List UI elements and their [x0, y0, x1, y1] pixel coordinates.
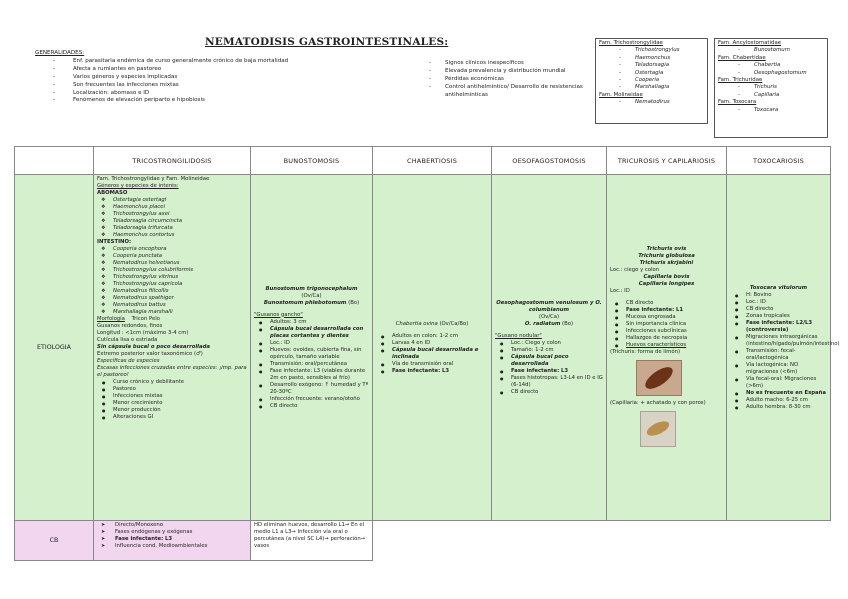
species-name: Chabertia ovina [395, 320, 438, 327]
genus-item: - Chabertia [718, 62, 824, 69]
generalidades-heading: GENERALIDADES: [35, 50, 85, 56]
species-item: ❖ Teladorsagia trifurcata [97, 225, 247, 232]
generalidades-list-2 [425, 60, 590, 100]
species-item: ❖ Nematodirus spathiger [97, 295, 247, 302]
cell-text [376, 321, 488, 328]
genus-item: - Nematodirus [599, 99, 704, 106]
species-name: Toxocara vitulorum [749, 284, 808, 291]
morfologia-value: Tricon Pelo [131, 316, 160, 322]
bullet-item: ● Cápsula bucal poco desarrollada [495, 354, 603, 368]
species-item: ❖ Haemonchus contortus [97, 232, 247, 239]
cell-text: (Capillaria: + achatado y con poros) [610, 400, 706, 406]
bullet-item: ● CB directo [495, 389, 603, 396]
genus-item: - Capillaria [718, 92, 824, 99]
table-row-etiologia [15, 175, 831, 521]
bullet-item: ● Vía fecal-oral: Migraciones (>6m) [730, 376, 827, 390]
species-item: ❖ Ostertagia ostertagi [97, 197, 247, 204]
cell-text: HD eliminan huevos, desarrollo L1→ En el medio L1 a L3→ Infección vía oral o percutánea (a nivel SC L4)→ perforación→ vasos [254, 522, 366, 549]
family-heading: Fam. Molineidae [599, 91, 643, 98]
species-name: Trichuris skrjabini [639, 260, 694, 266]
row-label-etiologia: ETIOLOGIA [15, 175, 94, 521]
bullet-item: ● Infecciones subclínicas [610, 328, 723, 335]
page-title: NEMATODISIS GASTROINTESTINALES: [205, 36, 449, 48]
cell-text: "Gusanos gancho" [254, 311, 303, 318]
bullet-item: ● Desarrollo exógeno: ↑ humedad y Tª 20-30ºC [254, 382, 369, 396]
cell-empty [492, 521, 607, 561]
cell-text: Extremo posterior valor taxonómico (♂) [97, 351, 203, 357]
bullet-item: ● Loc.: Ciego y colon [495, 340, 603, 347]
bullet-item: ● Adultos: 3 cm [254, 319, 369, 326]
cell-chab-etiologia [373, 175, 492, 521]
header-tricostrongilidosis: TRICOSTRONGILIDOSIS [94, 147, 251, 175]
header-bunostomosis: BUNOSTOMOSIS [251, 147, 373, 175]
arrow-item: ➤ Fase infectante: L3 [97, 536, 247, 543]
bullet-item: ● Vía de transmisión oral [376, 361, 488, 368]
genus-item: - Oesophagostomum [718, 70, 824, 77]
bullet-item: ● Sin importancia clínica [610, 321, 723, 328]
bullet-item: ● Loc.: ID [730, 299, 827, 306]
cell-text: (Trichuris: forma de limón) [610, 349, 681, 355]
table-header-row [15, 147, 831, 175]
bullet-item: ● Transmisión: fecal-oral/lactogénica [730, 348, 827, 362]
bullet-item: ● Infecciones mixtas [97, 393, 247, 400]
genus-item: - Ostertagia [599, 70, 704, 77]
bullet-item: ● Fase infectante: L3 (viables durante 2m en pasto, sensibles al frío) [254, 368, 369, 382]
species-item: ❖ Haemonchus placei [97, 204, 247, 211]
species-name: Capillaria longipes [638, 281, 695, 287]
genus-item: - Cooperia [599, 77, 704, 84]
species-name: Bunostomum phlebotomum [263, 299, 347, 306]
family-heading: Fam. Trichuridae [718, 77, 763, 84]
cell-tricu-etiologia [607, 175, 727, 521]
species-item: ❖ Nematodirus filicollis [97, 288, 247, 295]
bullet-item: ● Curso crónico y debilitante [97, 379, 247, 386]
cell-buno-cb [251, 521, 373, 561]
cell-text: ABOMASO [97, 190, 128, 196]
species-item: ❖ Trichostrongylus colubriformis [97, 267, 247, 274]
arrow-item: ➤ Influencia cond. Medioambientales [97, 543, 247, 550]
species-name: Capillaria bovis [643, 274, 690, 280]
cell-text [495, 321, 603, 328]
bullet-item: ● Larvas 4 en ID [376, 340, 488, 347]
family-heading: Fam. Trichostrongylidae [599, 40, 663, 46]
arrow-item: ➤ Directo/Monoxeno [97, 522, 247, 529]
species-host: (Ov/Ca/Bo) [439, 320, 469, 327]
cell-toxo-etiologia [727, 175, 840, 521]
cell-empty [727, 521, 831, 561]
bullet-item: ● No es frecuente en España [730, 390, 827, 397]
bullet-item: ● Adultos en colon: 1-2 cm [376, 333, 488, 340]
genus-item: - Teladorsagia [599, 62, 704, 69]
header-oesofagostomosis: OESOFAGOSTOMOSIS [492, 147, 607, 175]
bullet-item: ● Loc.: ID [254, 340, 369, 347]
bullet-item: ● Fase infectante: L3 [376, 368, 488, 375]
family-box-others [714, 38, 828, 138]
bullet-item: ● Cápsula bucal desarrollada e inclinada [376, 347, 488, 361]
cell-text: Gusanos redondos, finos [97, 323, 163, 329]
generalidades-item: - Signos clínicos inespecíficos [425, 60, 590, 68]
family-heading: Fam. Ancylostomatidae [718, 40, 782, 46]
cell-text: Específicas de especies [97, 358, 160, 364]
bullet-item: ● Mucosa engrosada [610, 314, 723, 321]
morfologia-label: Morfología [97, 316, 125, 322]
species-host: (Bo) [562, 320, 574, 327]
cell-text: Sin cápsula bucal o poco desarrollada [97, 344, 210, 350]
cell-tricos-etiologia [94, 175, 251, 521]
trichuris-egg-image [636, 360, 682, 396]
header-tricurosis: TRICUROSIS Y CAPILARIOSIS [607, 147, 727, 175]
cell-text [97, 316, 247, 323]
genus-item: - Bunostomum [718, 47, 824, 54]
species-item: ❖ Cooperia punctata [97, 253, 247, 260]
cell-text [254, 300, 369, 307]
cell-oeso-etiologia [492, 175, 607, 521]
bullet-item: ● Transmisión: oral/percutánea [254, 361, 369, 368]
genus-item: - Haemonchus [599, 55, 704, 62]
genus-item: - Toxocara [718, 107, 824, 114]
generalidades-item: - Pérdidas económicas [425, 76, 590, 84]
generalidades-item: - Control antihelmíntico/ Desarrollo de resistencias antihelmínticas [425, 84, 590, 100]
bullet-item: ● Adulto macho: 6-25 cm [730, 397, 827, 404]
generalidades-item: - Fenómenos de elevación periparto e hipobiosis [35, 97, 415, 105]
bullet-item: ● CB directo [730, 306, 827, 313]
cell-text: Cutícula lisa o estriada [97, 337, 158, 343]
bullet-item: ● Fases histotropas: L3-L4 en ID e IG (6-14d) [495, 375, 603, 389]
cell-tricos-cb [94, 521, 251, 561]
bullet-item: ● Migraciones intraorgánicas (intestino/hígado/pulmón/intestino) [730, 334, 827, 348]
species-name: Oesophagostomum venulosum y O. columbianum [496, 299, 602, 313]
cell-text: Géneros y especies de interés: [97, 183, 179, 189]
cell-text: INTESTINO: [97, 239, 132, 245]
species-host: (Ov/Ca) [538, 313, 560, 320]
cell-text: Loc.: ID [610, 288, 630, 294]
species-item: ❖ Trichostrongylus vitrinus [97, 274, 247, 281]
bullet-item: ● Cápsula bucal desarrollada con placas cortantes y dientes [254, 326, 369, 340]
species-item: ❖ Trichostrongylus axei [97, 211, 247, 218]
bullet-item: ● Huevos característicos [610, 342, 723, 349]
bullet-item: ● Hallazgos de necropsia [610, 335, 723, 342]
table-row-cb [15, 521, 831, 561]
cell-text: Escasas infecciones cruzadas entre especies: ¡imp. para el pastoreo! [97, 365, 247, 378]
bullet-item: ● Tamaño: 1-2 cm [495, 347, 603, 354]
genus-item: - Trichuris [718, 84, 824, 91]
cell-text: Fam. Trichostrongylidae y Fam. Molineidae [97, 176, 210, 182]
family-box-trichostrongylidae [595, 38, 708, 124]
generalidades-item: - Son frecuentes las infecciones mixtas [35, 82, 415, 90]
cell-buno-etiologia [251, 175, 373, 521]
species-name: O. radiatum [524, 320, 561, 327]
bullet-item: ● Menor crecimiento [97, 400, 247, 407]
parasite-table [14, 146, 840, 561]
bullet-item: ● Fase infectante: L3 [495, 368, 603, 375]
species-item: ❖ Nematodirus battus [97, 302, 247, 309]
generalidades-item: - Enf. parasitaria endémica de curso generalmente crónico de baja mortalidad [35, 58, 415, 66]
row-label-cb: CB [15, 521, 94, 561]
species-item: ❖ Marshallagia marshalli [97, 309, 247, 316]
bullet-item: ● Huevos: ovoides, cubierta fina, sin opérculo, tamaño variable [254, 347, 369, 361]
bullet-item: ● Menor producción [97, 407, 247, 414]
bullet-item: ● CB directo [254, 403, 369, 410]
family-heading: Fam. Toxocara [718, 99, 757, 106]
species-item: ❖ Cooperia oncophora [97, 246, 247, 253]
header-empty [15, 147, 94, 175]
cell-empty [373, 521, 492, 561]
bullet-item: ● H: Bovino [730, 292, 827, 299]
bullet-item: ● CB directo [610, 300, 723, 307]
bullet-item: ● Pastoreo [97, 386, 247, 393]
bullet-item: ● Adulto hembra: 8-30 cm [730, 404, 827, 411]
cell-empty [607, 521, 727, 561]
generalidades-item: - Localización: abomaso e ID [35, 90, 415, 98]
species-host: (Ov/Ca) [301, 292, 322, 299]
arrow-item: ➤ Fases endógenas y exógenas [97, 529, 247, 536]
generalidades-item: - Varios géneros y especies implicadas [35, 74, 415, 82]
bullet-item: ● Fase infectante: L2/L3 (controversia) [730, 320, 827, 334]
generalidades-list [35, 50, 415, 105]
species-name: Trichuris ovis [646, 246, 687, 252]
bullet-item: ● Vía lactogénica: NO migraciones (<6m) [730, 362, 827, 376]
species-item: ❖ Nematodirus helvetianus [97, 260, 247, 267]
species-name: Bunostomum trigonocephalum [265, 285, 358, 292]
bullet-item: ● Infección frecuente: verano/otoño [254, 396, 369, 403]
bullet-item: ● Zonas tropicales [730, 313, 827, 320]
genus-item: - Marshallagia [599, 84, 704, 91]
capillaria-egg-image [640, 411, 676, 447]
species-host: (Bo) [348, 299, 360, 306]
species-name: Trichuris globulosa [638, 253, 695, 259]
species-item: ❖ Trichostrongylus capricola [97, 281, 247, 288]
genus-item: - Trichostrongylus [599, 47, 704, 54]
cell-text: Longitud : <1cm (máximo 3-4 cm) [97, 330, 189, 336]
species-item: ❖ Teladorsagia circumcincta [97, 218, 247, 225]
generalidades-item: - Elevada prevalencia y distribución mundial [425, 68, 590, 76]
header-toxocariosis: TOXOCARIOSIS [727, 147, 831, 175]
generalidades-item: - Afecta a rumiantes en pastoreo [35, 66, 415, 74]
bullet-item: ● Alteraciones GI [97, 414, 247, 421]
header-chabertiosis: CHABERTIOSIS [373, 147, 492, 175]
bullet-item: ● Fase infectante: L1 [610, 307, 723, 314]
cell-text: "Gusano nodular" [495, 332, 542, 339]
cell-text: Loc.: ciego y colon [610, 267, 660, 273]
family-heading: Fam. Chabertidae [718, 54, 766, 61]
